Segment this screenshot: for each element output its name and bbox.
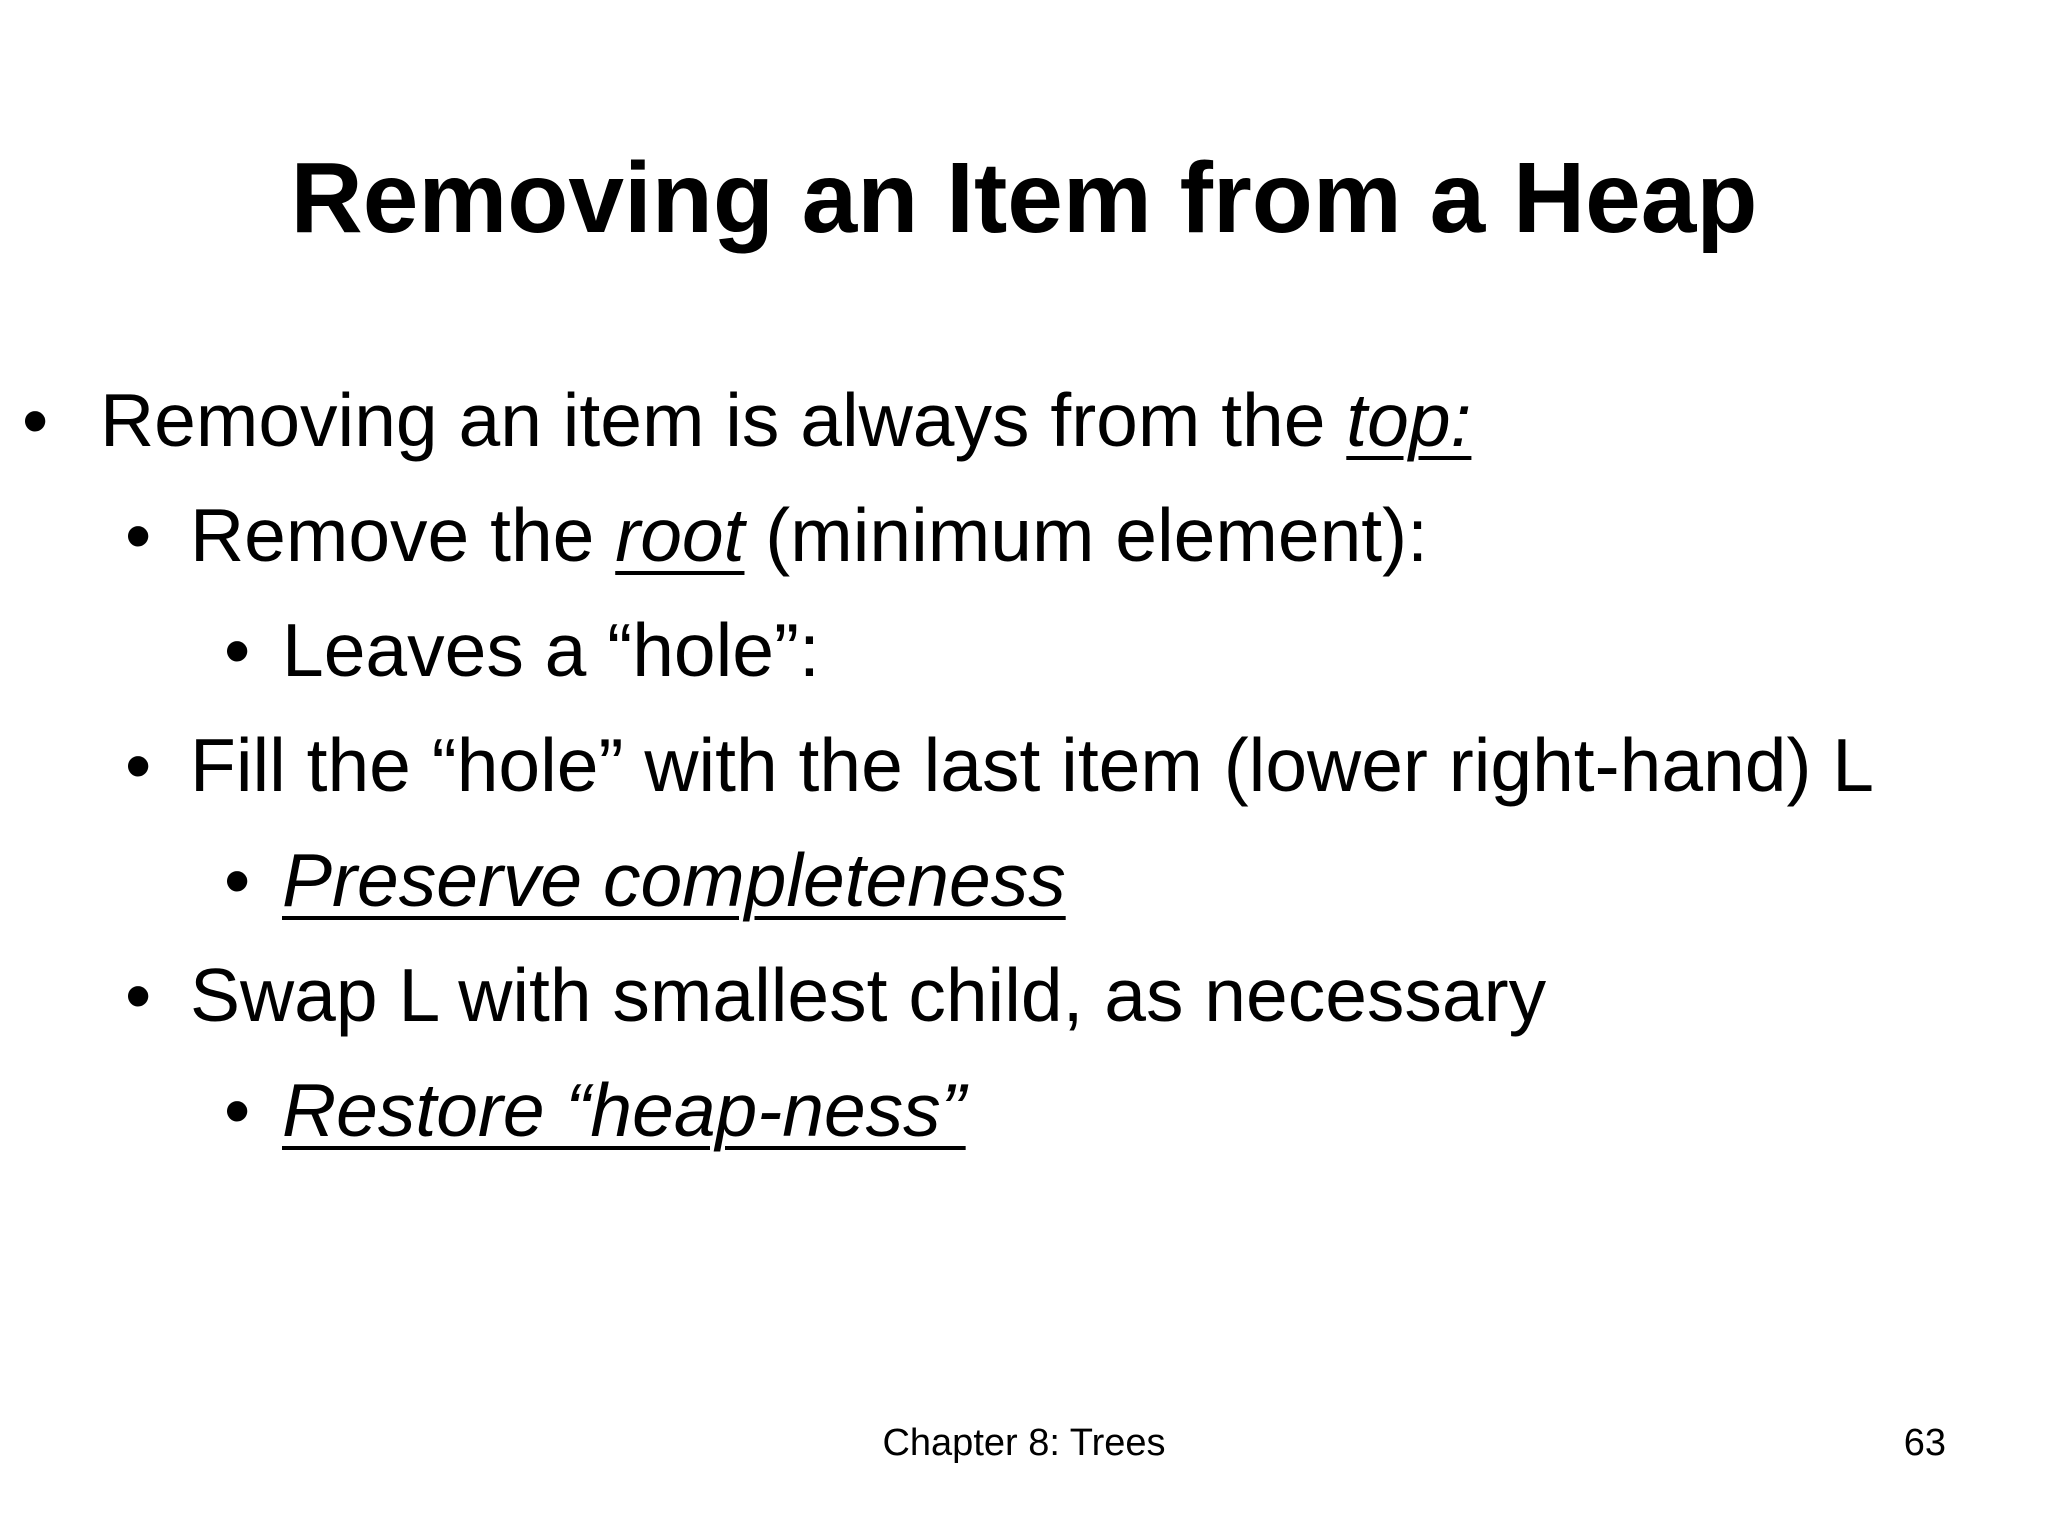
bullet-emphasis: Preserve completeness [282,838,1066,922]
bullet-level-1 [22,375,1472,465]
bullet-dot: • [22,378,49,462]
bullet-dot: • [125,723,152,807]
bullet-text: Remove the [190,493,616,577]
bullet-dot: • [125,493,152,577]
bullet-level-3 [224,1065,966,1155]
bullet-text-tail: (minimum element): [744,493,1428,577]
slide-title: Removing an Item from a Heap [290,142,1758,254]
bullet-emphasis: top: [1346,378,1472,462]
footer-page-number: 63 [1903,1422,1946,1464]
bullet-text: Removing an item is always from the [100,378,1347,462]
bullet-level-3 [224,605,820,695]
bullet-text: Swap L with smallest child, as necessary [190,953,1547,1037]
bullet-dot: • [224,608,251,692]
bullet-dot: • [224,838,251,922]
bullet-text: Leaves a “hole”: [282,608,820,692]
bullet-emphasis: root [615,493,745,577]
bullet-dot: • [224,1068,251,1152]
bullet-level-2 [125,950,1547,1040]
bullet-dot: • [125,953,152,1037]
bullet-level-2 [125,720,1874,810]
bullet-emphasis: Restore “heap-ness” [282,1068,966,1152]
footer-chapter: Chapter 8: Trees [882,1422,1166,1464]
bullet-level-2 [125,490,1428,580]
bullet-text: Fill the “hole” with the last item (lower right-hand) L [190,723,1874,807]
bullet-level-3 [224,835,1066,925]
